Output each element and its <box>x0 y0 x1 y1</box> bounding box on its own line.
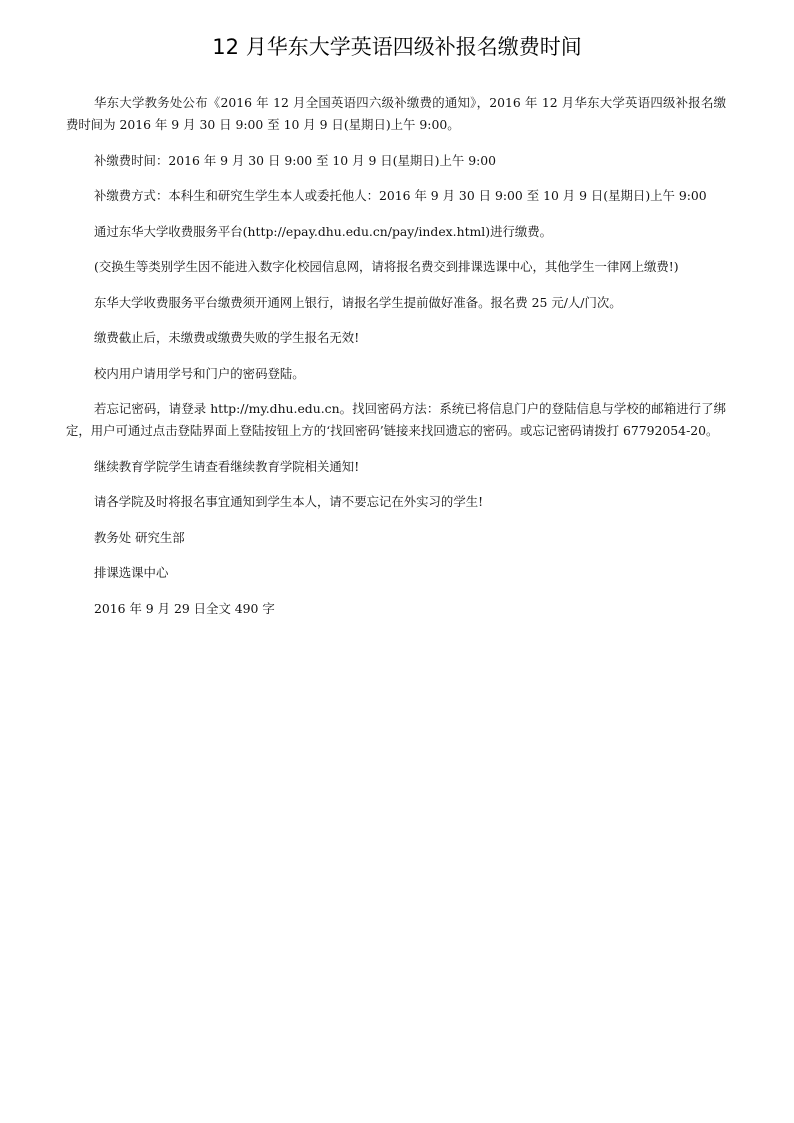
paragraph-intro: 华东大学教务处公布《2016 年 12 月全国英语四六级补缴费的通知》，2016 年 12 月华东大学英语四级补报名缴费时间为 2016 年 9 月 30 日 9:00 至 10 月 9 日(星期日)上午 9:00。 <box>66 95 726 132</box>
paragraph-exchange-students: (交换生等类别学生因不能进入数字化校园信息网，请将报名费交到排课选课中心，其他学生一律网上缴费!) <box>94 259 679 274</box>
signature-office: 教务处 研究生部 <box>94 529 185 545</box>
paragraph-password-recovery: 若忘记密码，请登录 http://my.dhu.edu.cn。找回密码方法：系统已将信息门户的登陆信息与学校的邮箱进行了绑定，用户可通过点击登陆界面上登陆按钮上方的‘找回密码’链接来找回遗忘的密码。或忘记密码请拨打 67792054-20。 <box>66 401 726 438</box>
signature-center: 排课选课中心 <box>94 565 169 580</box>
document-title: 12 月华东大学英语四级补报名缴费时间 <box>212 35 582 59</box>
paragraph-deadline-warning: 缴费截止后，未缴费或缴费失败的学生报名无效! <box>94 330 360 345</box>
paragraph-login-info: 校内用户请用学号和门户的密码登陆。 <box>94 365 305 381</box>
paragraph-college-notice: 请各学院及时将报名事宜通知到学生本人，请不要忘记在外实习的学生! <box>94 494 484 509</box>
paragraph-payment-platform: 通过东华大学收费服务平台(http://epay.dhu.edu.cn/pay/index.html)进行缴费。 <box>94 223 553 239</box>
paragraph-payment-time: 补缴费时间：2016 年 9 月 30 日 9:00 至 10 月 9 日(星期日)上午 9:00 <box>94 152 497 168</box>
paragraph-online-banking: 东华大学收费服务平台缴费须开通网上银行，请报名学生提前做好准备。报名费 25 元/人/门次。 <box>94 294 622 310</box>
document-date: 2016 年 9 月 29 日全文 490 字 <box>94 600 275 616</box>
paragraph-payment-method: 补缴费方式：本科生和研究生学生本人或委托他人：2016 年 9 月 30 日 9:00 至 10 月 9 日(星期日)上午 9:00 <box>94 188 707 203</box>
document-body <box>66 92 726 633</box>
paragraph-continuing-education: 继续教育学院学生请查看继续教育学院相关通知! <box>94 458 360 474</box>
